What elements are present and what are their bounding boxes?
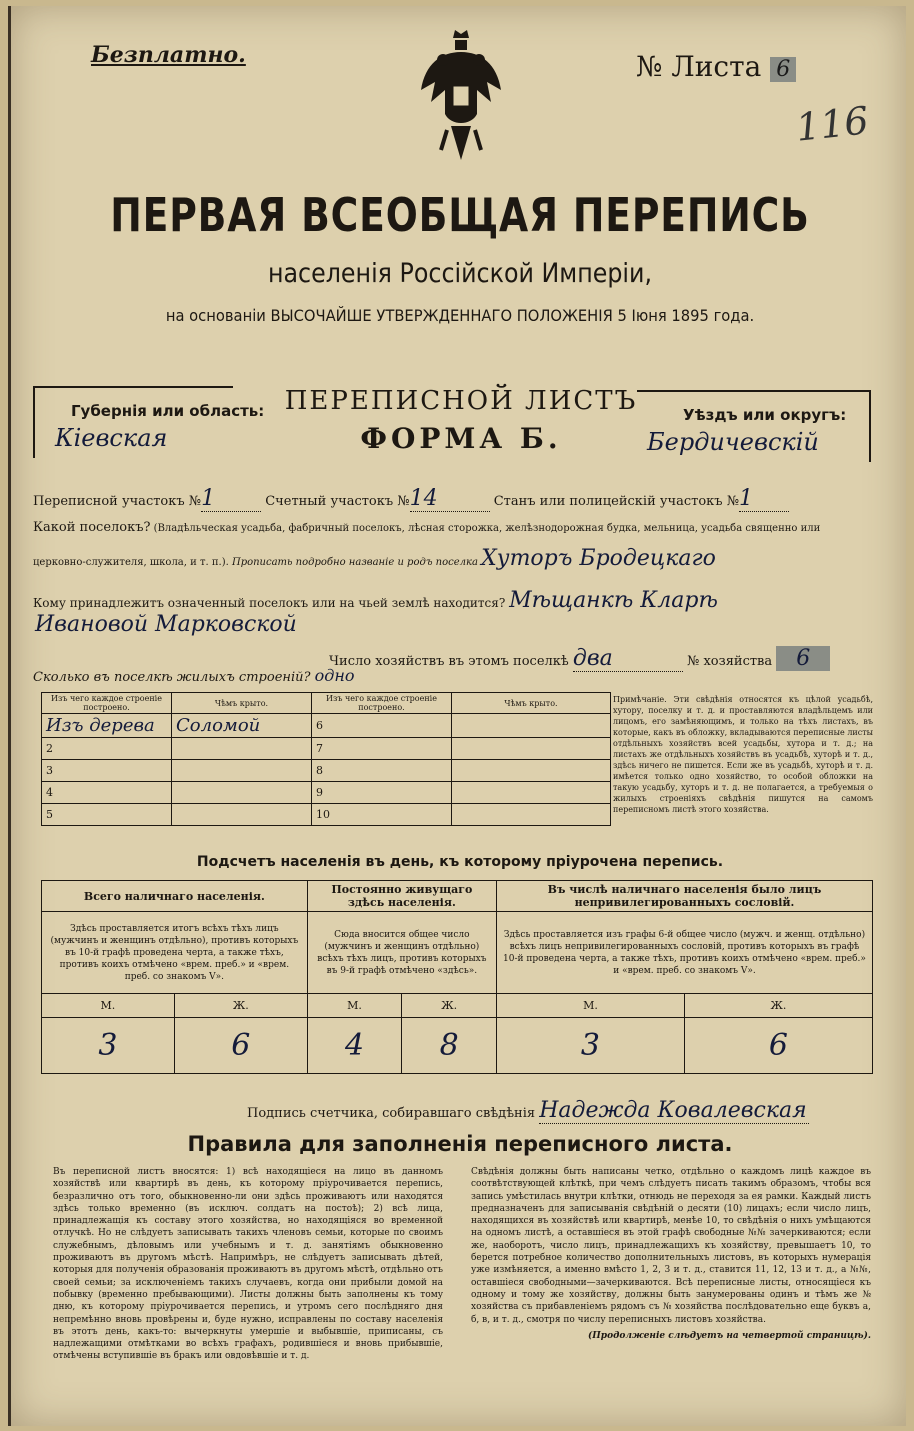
schetny-label: Счетный участокъ № (265, 494, 410, 509)
total-present-description: Здѣсь проставляется итогъ всѣхъ тѣхъ лицъ (мужчинъ и женщинъ отдѣльно), противъ которыхъ въ 10-й графѣ проведена черта, а также тѣхъ, противъ коихъ отмѣчено «врем. преб.» и «врем. преб. со знакомъ V». (42, 912, 308, 994)
household-number-value: 6 (776, 646, 830, 671)
permanent-header: Постоянно живущаго здѣсь населенія. (307, 881, 496, 912)
male-header: М. (307, 994, 402, 1018)
buildings-label: Сколько въ поселкѣ жилыхъ строеній? (33, 670, 311, 685)
stan-label: Станъ или полицейскій участокъ № (493, 494, 740, 509)
rules-heading: Правила для заполненія переписного листа. (187, 1132, 733, 1156)
households-label: Число хозяйствъ въ этомъ поселкѣ (329, 654, 569, 669)
buildings-note: Примѣчаніе. Эти свѣдѣнія относятся къ цѣлой усадьбѣ, хутору, поселку и т. д. и проставляются владѣльцемъ или лицомъ, его замѣняющимъ, и только на тѣхъ листахъ, въ которые, какъ въ обложку, вкладываются переписные листы отдѣльныхъ хозяйствъ всей усадьбы, хутора и т. д.; на листахъ же отдѣльныхъ хозяйствъ въ усадьбѣ, хуторѣ и т. д., здѣсь ничего не пишется. Если же въ усадьбѣ, хуторѣ и т. д. имѣется только одно хозяйство, то особой обложки на такую усадьбу, хуторъ и т. д. не полагается, а требуемыя о жилыхъ строеніяхъ свѣдѣнія пишутся на самомъ переписномъ листѣ этого хозяйства. (613, 695, 873, 814)
row-number: 4 (42, 782, 172, 804)
poselok-value: Хуторъ Бродецкаго (481, 546, 716, 571)
signature-value: Надежда Ковалевская (539, 1098, 809, 1124)
row-number: 3 (42, 760, 172, 782)
female-header: Ж. (684, 994, 872, 1018)
sheet-number-label: № Листа (636, 50, 762, 83)
buildings-table (41, 692, 611, 826)
households-value: два (573, 646, 683, 672)
row-number: 2 (42, 738, 172, 760)
signature-row (247, 1098, 809, 1124)
row-number: 8 (312, 760, 452, 782)
rules-column-2 (471, 1166, 871, 1342)
total-male-value: 3 (42, 1018, 175, 1074)
uchastok-value: 1 (201, 486, 261, 512)
buildings-header-material-2: Изъ чего каждое строеніе построено. (312, 693, 452, 714)
poselok-row-2 (33, 546, 716, 571)
owner-value-1: Мѣщанкѣ Кларѣ (509, 588, 718, 613)
pencil-page-number: 116 (793, 98, 871, 150)
page-subtitle: населенія Россійской Имперіи, (267, 258, 653, 289)
gubernia-value: Кіевская (55, 424, 168, 452)
sheet-number (636, 50, 796, 83)
non-privileged-header: Въ числѣ наличнаго населенія было лицъ непривилегированныхъ сословій. (496, 881, 872, 912)
rules-column-2-text: Свѣдѣнія должны быть написаны четко, отдѣльно о каждомъ лицѣ каждое въ соотвѣтствующей клѣткѣ, при чемъ слѣдуетъ писать такимъ образомъ, чтобы вся запись умѣстилась внутри клѣтки, отнюдь не переходя за ея рамки. Каждый листъ предназначенъ для записыванія свѣдѣній о десяти (10) лицахъ; если число лицъ, находящихся въ хозяйствѣ или квартирѣ, менѣе 10, то свѣдѣнія о нихъ умѣщаются на одномъ листѣ, а оставшіеся въ этой графѣ свободные №№ зачеркиваются; если же, наоборотъ, число лицъ, принадлежащихъ къ хозяйству, превышаетъ 10, то берется потребное количество дополнительныхъ листовъ, въ которыхъ нумерація уже измѣняется, а именно вмѣсто 1, 2, 3 и т. д., ставится 11, 12, 13 и т. д., а №№, оставшіеся свободными—зачеркиваются. Всѣ переписные листы, относящіеся къ одному и тому же хозяйству, должны быть занумерованы одинъ и тѣмъ же № хозяйства съ прибавленіемъ рядомъ съ № хозяйства послѣдовательно еще буквъ а, б, в, и т. д., смотря по числу переписныхъ листовъ хозяйства. (471, 1167, 871, 1325)
buildings-header-roof: Чѣмъ крыто. (172, 693, 312, 714)
table-row (42, 738, 611, 760)
table-row (42, 804, 611, 826)
buildings-header-material: Изъ чего каждое строеніе построено. (42, 693, 172, 714)
signature-label: Подпись счетчика, собиравшаго свѣдѣнія (247, 1106, 536, 1121)
buildings-value: одно (314, 666, 355, 685)
row-number: 10 (312, 804, 452, 826)
row-number: 7 (312, 738, 452, 760)
permanent-male-value: 4 (307, 1018, 402, 1074)
non-privileged-male-value: 3 (496, 1018, 684, 1074)
gubernia-box (33, 386, 265, 458)
row-number: 6 (312, 714, 452, 738)
buildings-header-roof-2: Чѣмъ крыто. (452, 693, 611, 714)
poselok-label: Какой поселокъ? (33, 520, 151, 535)
free-label: Безплатно. (91, 42, 246, 68)
uezd-box (637, 390, 871, 462)
owner-value-2: Ивановой Марковской (35, 612, 297, 637)
non-privileged-description: Здѣсь проставляется изъ графы 6-й общее число (мужч. и женщ. отдѣльно) всѣхъ лицъ непривилегированныхъ сословій, противъ которыхъ въ графѣ 10-й проведена черта, а также тѣхъ, противъ коихъ отмѣчено «врем. преб.» и «врем. преб. со знакомъ V». (496, 912, 872, 994)
gubernia-label: Губернія или область: (71, 402, 265, 420)
rules-continuation: (Продолженіе слѣдуетъ на четвертой страницѣ). (588, 1330, 871, 1341)
sheet-number-value: 6 (770, 57, 796, 82)
male-header: М. (496, 994, 684, 1018)
table-row (42, 782, 611, 804)
form-name: ФОРМА Б. (360, 422, 562, 455)
row-number: 9 (312, 782, 452, 804)
total-female-value: 6 (174, 1018, 307, 1074)
total-present-header: Всего наличнаго населенія. (42, 881, 308, 912)
owner-row (33, 588, 718, 613)
poselok-row (33, 520, 820, 535)
uchastok-label: Переписной участокъ № (33, 494, 202, 509)
female-header: Ж. (402, 994, 497, 1018)
poselok-instruction: Прописать подробно названіе и родъ поселка (231, 557, 478, 568)
row-number: 5 (42, 804, 172, 826)
non-privileged-female-value: 6 (684, 1018, 872, 1074)
households-row (329, 646, 830, 672)
poselok-hint-2: церковно-служителя, школа, и т. п.). (33, 557, 229, 568)
building-roof: Соломой (172, 714, 312, 738)
poselok-hint: (Владѣльческая усадьба, фабричный поселокъ, лѣсная сторожка, желѣзнодорожная будка, мельница, усадьба священно или (153, 523, 821, 534)
legal-basis: на основаніи ВЫСОЧАЙШЕ УТВЕРЖДЕННАГО ПОЛОЖЕНІЯ 5 Іюня 1895 года. (165, 306, 755, 325)
owner-label: Кому принадлежитъ означенный поселокъ или на чьей землѣ находится? (33, 596, 506, 610)
permanent-female-value: 8 (402, 1018, 497, 1074)
double-headed-eagle-emblem (411, 30, 511, 180)
stan-value: 1 (739, 486, 789, 512)
population-count-table (41, 880, 873, 1074)
buildings-row (33, 666, 355, 685)
building-material: Изъ дерева (42, 714, 172, 738)
uchastok-row (33, 486, 789, 512)
uezd-label: Уѣздъ или округъ: (683, 406, 847, 424)
permanent-description: Сюда вносится общее число (мужчинъ и женщинъ отдѣльно) всѣхъ тѣхъ лицъ, противъ которыхъ въ 9-й графѣ отмѣчено «здѣсь». (307, 912, 496, 994)
form-title: ПЕРЕПИСНОЙ ЛИСТЪ (284, 386, 638, 416)
population-count-heading: Подсчетъ населенія въ день, къ которому пріурочена перепись. (196, 854, 724, 870)
table-row (42, 760, 611, 782)
rules-column-1: Въ переписной листъ вносятся: 1) всѣ находящіеся на лицо въ данномъ хозяйствѣ или квартирѣ въ день, къ которому пріурочивается перепись, безразлично отъ того, обыкновенно-ли они здѣсь проживаютъ или находятся здѣсь только временно (въ исключ. солдатъ на постоѣ); 2) всѣ лица, принадлежащія къ составу этого хозяйства, но находящіяся во временной отлучкѣ. Но не слѣдуетъ записывать такихъ членовъ семьи, которые по своимъ служебнымъ, дѣловымъ или учебнымъ и т. д. занятіямъ обыкновенно проживаютъ въ другомъ мѣстѣ. Напримѣръ, не слѣдуетъ записывать дѣтей, которыя для полученія образованія проживаютъ въ другомъ мѣстѣ, отдѣльно отъ своей семьи; за исключеніемъ такихъ случаевъ, когда они прибыли домой на побывку (временно пребывающими). Листы должны быть заполнены къ тому дню, къ которому пріурочивается перепись, и утромъ сего послѣдняго дня непремѣнно вновь провѣрены и, буде нужно, исправлены по составу населенія въ этотъ день, какъ-то: вычеркнуты умершіе и выбывшіе, приписаны, съ надлежащими отмѣтками во всѣхъ графахъ, родившіеся и вновь прибывшіе, отмѣчены вступившіе въ бракъ или овдовѣвшіе и т. д. (53, 1167, 443, 1362)
table-row (42, 714, 611, 738)
page-title: ПЕРВАЯ ВСЕОБЩАЯ ПЕРЕПИСЬ (110, 188, 810, 242)
female-header: Ж. (174, 994, 307, 1018)
schetny-value: 14 (410, 486, 490, 512)
household-number-label: № хозяйства (687, 654, 773, 669)
male-header: М. (42, 994, 175, 1018)
census-sheet (8, 6, 906, 1426)
uezd-value: Бердичевскій (647, 428, 819, 456)
